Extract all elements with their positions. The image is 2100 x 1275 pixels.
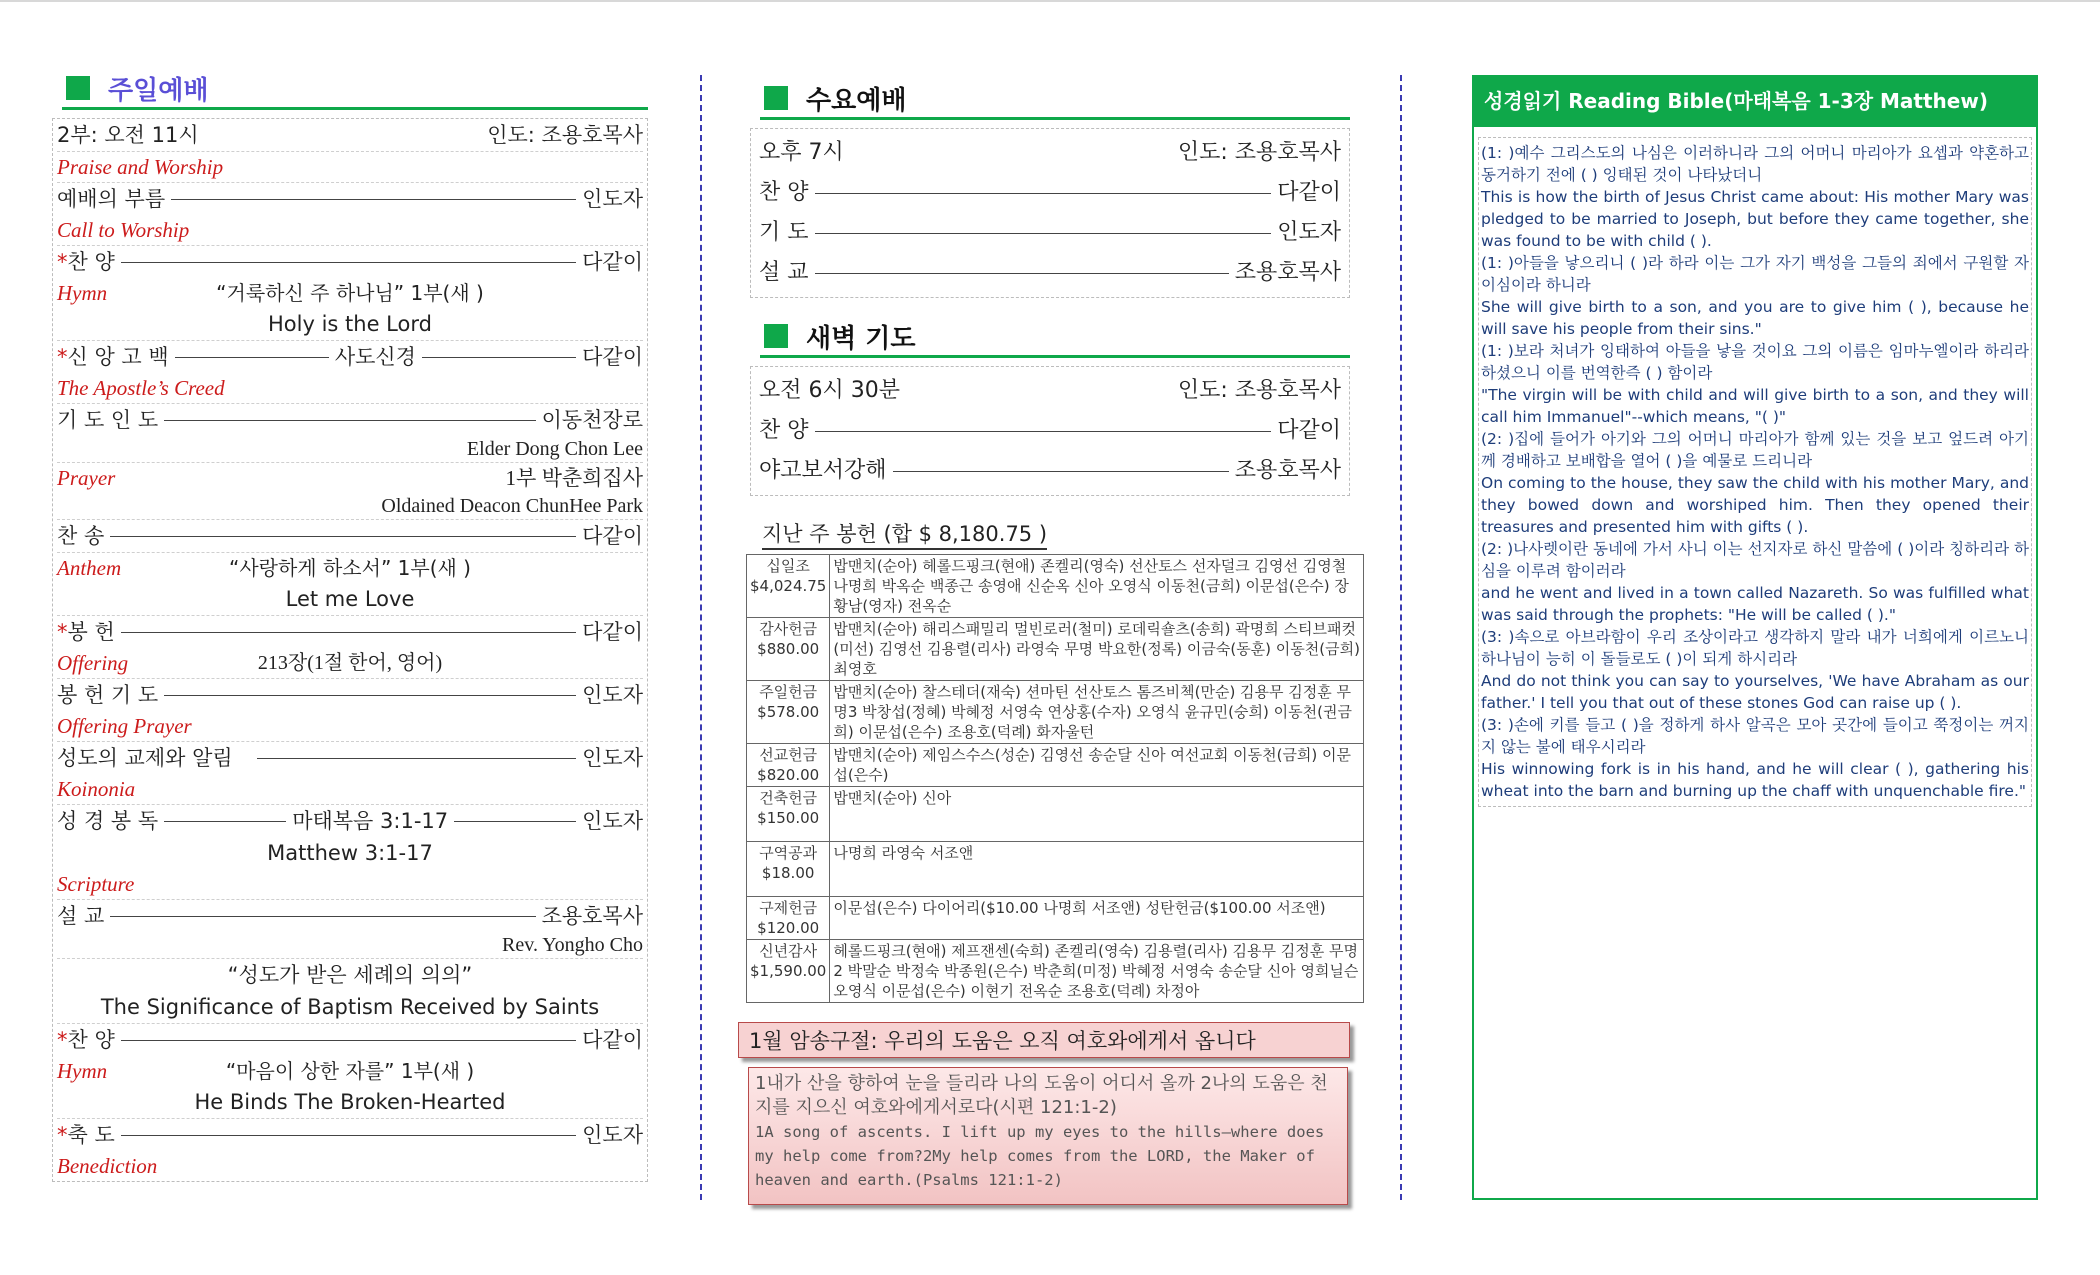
scripture-en: Matthew 3:1-17 xyxy=(267,841,433,865)
offering-row xyxy=(747,842,1364,897)
offering-name: 건축헌금 xyxy=(759,789,818,807)
order-row-offering-prayer xyxy=(57,679,643,711)
sunday-title-bar xyxy=(52,70,648,106)
column-divider xyxy=(1400,75,1402,1200)
offering-category xyxy=(747,940,830,1003)
order-label: 기 도 인 도 xyxy=(57,408,159,432)
order-leader: 다같이 xyxy=(582,1028,643,1052)
offering-amount: $120.00 xyxy=(757,919,820,937)
order-label: 설 교 xyxy=(57,904,105,928)
offering-donors: 밥맨치(순아) 헤롤드핑크(현애) 존켈리(영숙) 선산토스 선자덜크 김영선 김영철 나명희 박옥순 백종근 송영애 신순옥 신아 오영식 이동천(금희) 이문섭(은수) 장황남(영자) 전옥순 xyxy=(830,555,1364,618)
order-label: 기 도 xyxy=(759,220,809,245)
offering-row xyxy=(747,897,1364,940)
sunday-header-row xyxy=(57,119,643,152)
order-label: 찬 양 xyxy=(759,180,809,205)
order-row xyxy=(759,411,1341,451)
order-row-sermon xyxy=(57,900,643,932)
order-leader: 인도자 xyxy=(582,746,643,770)
order-leader: 다같이 xyxy=(582,345,643,369)
offering-amount: $18.00 xyxy=(761,864,815,882)
order-english xyxy=(57,648,643,679)
order-row xyxy=(759,451,1341,491)
offering-name: 선교헌금 xyxy=(759,746,818,764)
service-time: 2부: 오전 11시 xyxy=(57,123,199,147)
bible-verse-paragraph: On coming to the house, they saw the child with his mother Mary, and they bowed down and worshiped him. Then they opened their treasures and presented him with gifts ( ). xyxy=(1481,474,2029,536)
order-leader: 조용호목사 xyxy=(1234,260,1341,285)
offering-category xyxy=(747,681,830,744)
order-leader-en: Oldained Deacon ChunHee Park xyxy=(57,493,643,520)
order-english-label: Offering xyxy=(57,651,129,675)
offering-name: 구제헌금 xyxy=(759,899,818,917)
wednesday-order xyxy=(750,128,1350,298)
wednesday-header xyxy=(759,133,1341,173)
order-leader: 1부 박춘희집사 xyxy=(505,466,643,490)
order-leader: 인도자 xyxy=(582,683,643,707)
order-english: Scripture xyxy=(57,869,643,900)
stand-marker: * xyxy=(57,250,68,274)
offering-amount: $4,024.75 xyxy=(750,577,827,595)
order-english-label: Anthem xyxy=(57,556,122,580)
leader-line xyxy=(121,262,576,263)
order-row-hymn xyxy=(57,246,643,278)
sermon-title-ko: “성도가 받은 세례의 의의” xyxy=(227,963,473,987)
order-row-offering xyxy=(57,616,643,648)
offering-hymn: 213장(1절 한어, 영어) xyxy=(257,652,443,674)
order-english: Call to Worship xyxy=(57,215,643,246)
leader-line xyxy=(175,357,329,358)
sunday-title: 주일예배 xyxy=(108,76,209,106)
leader-line xyxy=(121,632,576,633)
offering-donors: 밥맨치(순아) 신아 xyxy=(830,787,1364,842)
leader-line xyxy=(171,199,576,200)
order-row xyxy=(759,213,1341,253)
bible-verse-paragraph: His winnowing fork is in his hand, and he will clear ( ), gathering his wheat into the barn and burning up the chaff with unquenchable fire." xyxy=(1481,760,2029,800)
offering-name: 십일조 xyxy=(766,557,810,575)
memory-verse-en: 1A song of ascents. I lift up my eyes to the hills—where does my help come from?2My help comes from the LORD, the Maker of heaven and earth.(Psalms 121:1-2) xyxy=(755,1123,1325,1189)
order-middle: 사도신경 xyxy=(334,345,416,369)
order-row-call xyxy=(57,183,643,215)
green-square-icon xyxy=(764,324,788,348)
leader-line xyxy=(422,357,576,358)
sunday-service-section xyxy=(52,70,648,1182)
leader-line xyxy=(121,1040,576,1041)
leader-line xyxy=(257,758,577,759)
sunday-order-list xyxy=(52,118,648,1182)
offering-amount: $880.00 xyxy=(757,640,820,658)
wednesday-title: 수요예배 xyxy=(806,86,907,116)
top-border xyxy=(0,0,2100,2)
title-underline xyxy=(760,355,1350,358)
bible-verse-paragraph: and he went and lived in a town called Nazareth. So was fulfilled what was said through the prophets: "He will be called ( )." xyxy=(1481,584,2029,624)
order-leader: 인도자 xyxy=(582,809,644,833)
offering-donors: 헤롤드핑크(현애) 제프잰센(숙희) 존켈리(영숙) 김용렬(리사) 김용무 김정훈 무명2 박말순 박정숙 박종원(은수) 박춘희(미정) 박혜정 서영숙 송순달 신아 영희닐슨 오영식 이문섭(은수) 이현기 전옥순 조용호(덕례) 차정아 xyxy=(830,940,1364,1003)
order-label: 성 경 봉 독 xyxy=(57,809,159,833)
memory-verse-box xyxy=(748,1067,1348,1205)
order-label: 성도의 교제와 알림 xyxy=(57,746,233,770)
bible-verse-paragraph: (2: )나사렛이란 동네에 가서 사니 이는 선지자로 하신 말씀에 ( )이라 칭하리라 하심을 이루려 함이러라 xyxy=(1481,540,2029,580)
order-leader-en: Elder Dong Chon Lee xyxy=(57,436,643,463)
order-label: 예배의 부름 xyxy=(57,187,166,211)
dawn-order xyxy=(750,366,1350,496)
leader-line xyxy=(815,431,1272,432)
bible-verse-paragraph: (1: )보라 처녀가 잉태하여 아들을 낳을 것이요 그의 이름은 임마누엘이라 하리라 하셨으니 이를 번역한즉 ( ) 함이라 xyxy=(1481,342,2029,382)
offering-category xyxy=(747,787,830,842)
offering-donors: 밥맨치(순아) 제임스수스(성순) 김영선 송순달 신아 여선교회 이동천(금희) 이문섭(은수) xyxy=(830,744,1364,787)
bible-reading-section xyxy=(1472,75,2038,1200)
offering-donors: 밥맨치(순아) 해리스패밀리 멀빈로러(철미) 로데릭숄츠(송희) 곽명희 스티브패컷(미선) 김영선 김용렬(리사) 라영숙 무명 박요한(정록) 이금숙(동훈) 이동천(금희) 최영호 xyxy=(830,618,1364,681)
green-square-icon xyxy=(66,76,90,100)
order-english xyxy=(57,1056,643,1086)
order-leader: 다같이 xyxy=(1277,180,1341,205)
stand-marker: * xyxy=(57,620,68,644)
order-english: Koinonia xyxy=(57,774,643,805)
offering-row xyxy=(747,681,1364,744)
title-underline xyxy=(62,107,648,110)
order-english: The Apostle’s Creed xyxy=(57,373,643,404)
order-row-prayer xyxy=(57,404,643,436)
anthem-title-en: Let me Love xyxy=(57,583,643,616)
offering-category xyxy=(747,842,830,897)
order-row-benediction xyxy=(57,1119,643,1151)
offering-amount: $578.00 xyxy=(757,703,820,721)
order-english: Offering Prayer xyxy=(57,711,643,742)
leader-line xyxy=(110,536,576,537)
anthem-title-ko: “사랑하게 하소서” 1부(새 ) xyxy=(228,556,471,580)
offering-donors: 이문섭(은수) 다이어리($10.00 나명희 서조앤) 성탄헌금($100.00 서조앤) xyxy=(830,897,1364,940)
order-row-song xyxy=(57,520,643,553)
offering-name: 감사헌금 xyxy=(759,620,818,638)
service-leader: 인도: 조용호목사 xyxy=(1177,140,1341,165)
leader-line xyxy=(164,821,286,822)
hymn-title-ko: “마음이 상한 자를” 1부(새 ) xyxy=(225,1059,475,1083)
order-row-creed xyxy=(57,341,643,373)
praise-heading: Praise and Worship xyxy=(57,152,643,183)
column-divider xyxy=(700,75,702,1200)
stand-marker: * xyxy=(57,1123,68,1147)
hymn-title-en: He Binds The Broken-Hearted xyxy=(57,1086,643,1119)
order-row xyxy=(759,173,1341,213)
order-label: 설 교 xyxy=(759,260,809,285)
dawn-title: 새벽 기도 xyxy=(806,324,916,354)
dawn-title-bar xyxy=(750,318,1350,354)
hymn-title-en: Holy is the Lord xyxy=(57,308,643,341)
order-english-label: Prayer xyxy=(57,466,116,490)
order-leader: 이동천장로 xyxy=(541,408,643,432)
stand-marker: * xyxy=(57,1028,68,1052)
order-middle: 마태복음 3:1-17 xyxy=(292,809,449,833)
order-leader: 조용호목사 xyxy=(541,904,643,928)
order-label: 봉 헌 기 도 xyxy=(57,683,159,707)
offering-donors: 밥맨치(순아) 찰스테더(재숙) 션마틴 선산토스 톰즈비첵(만순) 김용무 김정훈 무명3 박창섭(정혜) 박혜정 서영숙 연상홍(수자) 오영식 윤규민(숭희) 이동천(권금희) 이문섭(은수) 조용호(덕례) 화자울턴 xyxy=(830,681,1364,744)
order-label: 찬 양 xyxy=(67,250,115,274)
order-row xyxy=(759,253,1341,293)
order-leader: 다같이 xyxy=(1277,418,1341,443)
bible-verse-paragraph: (3: )손에 키를 들고 ( )을 정하게 하사 알곡은 모아 곳간에 들이고 쭉정이는 꺼지지 않는 불에 태우시리라 xyxy=(1481,716,2029,756)
sermon-title-en: The Significance of Baptism Received by Saints xyxy=(57,991,643,1024)
order-row-hymn xyxy=(57,1024,643,1056)
order-row-scripture xyxy=(57,805,643,837)
offering-name: 주일헌금 xyxy=(759,683,818,701)
leader-line xyxy=(815,233,1272,234)
offering-amount: $150.00 xyxy=(757,809,820,827)
green-square-icon xyxy=(764,86,788,110)
service-time: 오후 7시 xyxy=(759,140,844,165)
offering-row xyxy=(747,555,1364,618)
bible-verse-paragraph: (2: )집에 들어가 아기와 그의 어머니 마리아가 함께 있는 것을 보고 엎드려 아기께 경배하고 보배합을 열어 ( )을 예물로 드리니라 xyxy=(1481,430,2029,470)
memory-verse-ko: 1내가 산을 향하여 눈을 들리라 나의 도움이 어디서 올까 2나의 도움은 천지를 지으신 여호와에게서로다(시편 121:1-2) xyxy=(755,1073,1328,1118)
bible-verse-paragraph: (1: )아들을 낳으리니 ( )라 하라 이는 그가 자기 백성을 그들의 죄에서 구원할 자이심이라 하니라 xyxy=(1481,254,2029,294)
stand-marker: * xyxy=(57,345,68,369)
bible-reading-body xyxy=(1472,127,2038,1200)
offering-donors: 나명희 라영숙 서조앤 xyxy=(830,842,1364,897)
leader-line xyxy=(164,420,535,421)
order-label: 찬 양 xyxy=(67,1028,115,1052)
leader-line xyxy=(815,193,1272,194)
order-english xyxy=(57,463,643,493)
leader-line xyxy=(110,916,535,917)
bible-verse-paragraph: And do not think you can say to yourselves, 'We have Abraham as our father.' I tell you that out of these stones God can raise up ( ). xyxy=(1481,672,2029,712)
offering-table xyxy=(746,554,1364,1003)
order-english xyxy=(57,553,643,583)
memory-verse-banner: 1월 암송구절: 우리의 도움은 오직 여호와에게서 옵니다 xyxy=(738,1022,1350,1058)
order-english: Benediction xyxy=(57,1154,158,1178)
bible-verse-paragraph: She will give birth to a son, and you are to give him ( ), because he will save his people from their sins." xyxy=(1481,298,2029,338)
order-leader: 인도자 xyxy=(582,187,643,211)
order-label: 봉 헌 xyxy=(67,620,115,644)
offering-amount: $1,590.00 xyxy=(750,962,827,980)
service-leader: 인도: 조용호목사 xyxy=(487,123,643,147)
weekday-section xyxy=(750,80,1360,1003)
service-time: 오전 6시 30분 xyxy=(759,378,900,403)
offering-row xyxy=(747,787,1364,842)
order-leader: 다같이 xyxy=(582,250,643,274)
bible-verse-paragraph: (1: )예수 그리스도의 나심은 이러하니라 그의 어머니 마리아가 요셉과 약혼하고 동거하기 전에 ( ) 잉태된 것이 나타났더니 xyxy=(1481,144,2029,184)
offering-title xyxy=(762,518,1350,548)
offering-category xyxy=(747,744,830,787)
bible-verse-paragraph: This is how the birth of Jesus Christ came about: His mother Mary was pledged to be married to Joseph, but before they came together, she was found to be with child ( ). xyxy=(1481,188,2029,250)
service-leader: 인도: 조용호목사 xyxy=(1177,378,1341,403)
leader-line xyxy=(815,273,1229,274)
order-leader: 다같이 xyxy=(582,620,643,644)
leader-line xyxy=(893,471,1229,472)
order-label: 찬 양 xyxy=(759,418,809,443)
order-english-label: Hymn xyxy=(57,281,108,305)
hymn-title-ko: “거룩하신 주 하나님” 1부(새 ) xyxy=(216,281,484,305)
offering-category xyxy=(747,897,830,940)
offering-category xyxy=(747,618,830,681)
wednesday-title-bar xyxy=(750,80,1350,116)
offering-amount: $820.00 xyxy=(757,766,820,784)
order-label: 신 앙 고 백 xyxy=(67,345,169,369)
bible-verse-paragraph: (3: )속으로 아브라함이 우리 조상이라고 생각하지 말라 내가 너희에게 이르노니 하나님이 능히 이 돌들로도 ( )이 되게 하시리라 xyxy=(1481,628,2029,668)
leader-line xyxy=(454,821,576,822)
dawn-header xyxy=(759,371,1341,411)
order-leader: 인도자 xyxy=(582,1123,643,1147)
order-label: 축 도 xyxy=(67,1123,115,1147)
order-leader-en: Rev. Yongho Cho xyxy=(57,932,643,959)
offering-row xyxy=(747,618,1364,681)
leader-line xyxy=(121,1135,576,1136)
order-leader: 인도자 xyxy=(1277,220,1341,245)
bible-verse-paragraph: "The virgin will be with child and will give birth to a son, and they will call him Immanuel"--which means, "( )" xyxy=(1481,386,2029,426)
order-english-label: Hymn xyxy=(57,1059,108,1083)
leader-line xyxy=(164,695,576,696)
order-leader: 조용호목사 xyxy=(1234,458,1341,483)
bible-reading-header: 성경읽기 Reading Bible(마태복음 1-3장 Matthew) xyxy=(1472,75,2038,127)
order-label: 야고보서강해 xyxy=(759,458,887,483)
offering-total: 지난 주 봉헌 (합 $ 8,180.75 ) xyxy=(762,522,1047,550)
offering-row xyxy=(747,940,1364,1003)
offering-row xyxy=(747,744,1364,787)
order-label: 찬 송 xyxy=(57,524,105,548)
offering-category xyxy=(747,555,830,618)
order-leader: 다같이 xyxy=(582,524,643,548)
bible-reading-text xyxy=(1478,137,2032,807)
offering-name: 구역공과 xyxy=(759,844,818,862)
order-english xyxy=(57,278,643,308)
offering-name: 신년감사 xyxy=(759,942,818,960)
title-underline xyxy=(760,117,1350,120)
order-row-koinonia xyxy=(57,742,643,774)
